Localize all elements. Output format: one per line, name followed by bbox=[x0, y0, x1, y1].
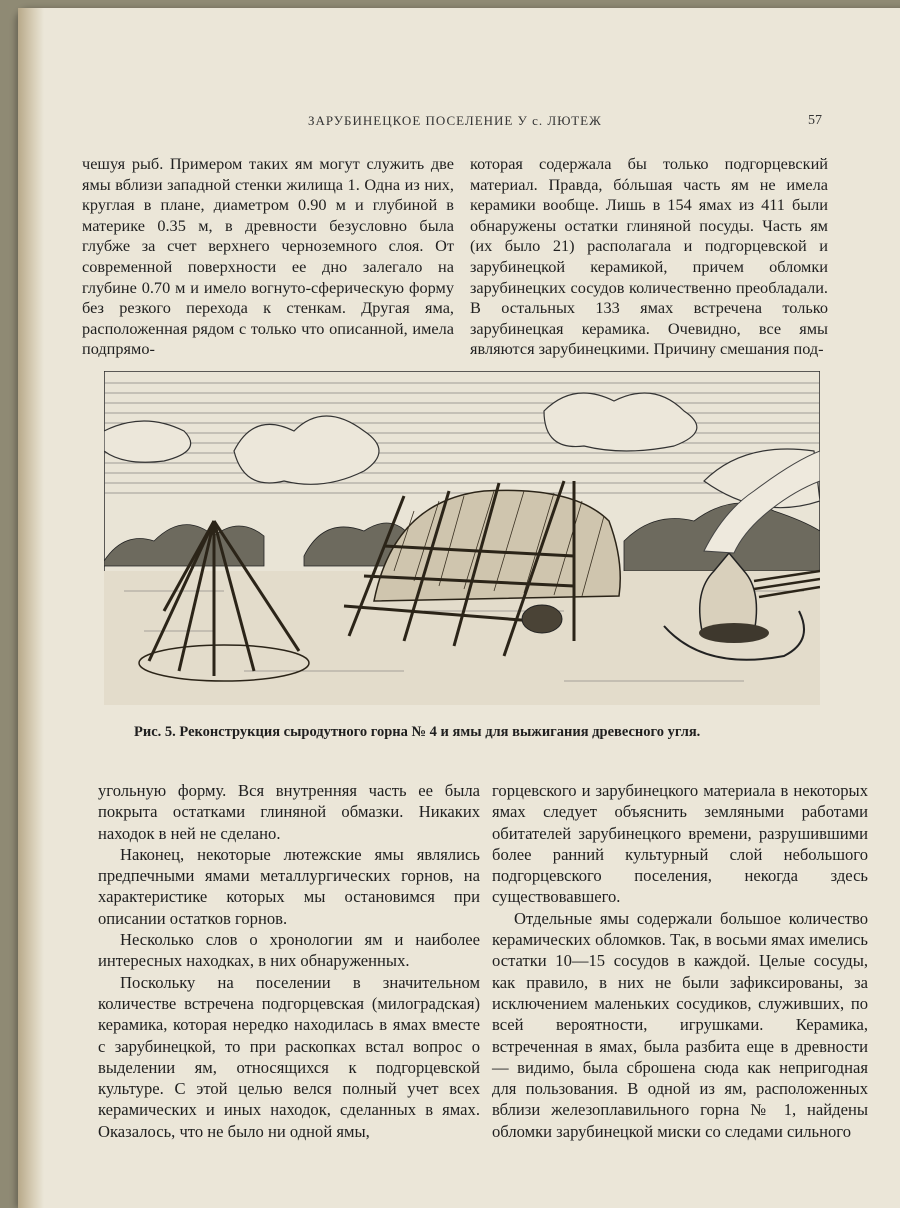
paragraph: Несколько слов о хронологии ям и наиболее интересных находках, в них обнаруженных. bbox=[98, 930, 480, 971]
figure-caption: Рис. 5. Реконструкция сыродутного горна № 4 и ямы для выжигания древесного угля. bbox=[134, 724, 701, 740]
page-number: 57 bbox=[808, 113, 822, 128]
book-page bbox=[18, 8, 900, 1208]
text-column-top-left bbox=[82, 154, 454, 360]
paragraph: горцевского и зарубинецкого материала в некоторых ямах следует объяснить земляными работами обитателей зарубинецкого времени, разрушившими более ранний культурный слой небольшого подгорцевского поселения, некогда здесь существовавшего. bbox=[492, 781, 868, 907]
reconstruction-illustration bbox=[104, 371, 820, 705]
paragraph: которая содержала бы только подгорцевский материал. Правда, бóльшая часть ям не имела керамики вообще. Лишь в 154 ямах из 411 были обнаружены остатки глиняной посуды. Часть ям (их было 21) располагала и подгорцевской и зарубинецкой керамикой, причем обломки зарубинецких сосудов количественно преобладали. В остальных 133 ямах встречена только зарубинецкая керамика. Очевидно, все ямы являются зарубинецкими. Причину смешания под- bbox=[470, 154, 828, 359]
text-column-bottom-right bbox=[492, 780, 868, 1142]
paragraph: угольную форму. Вся внутренняя часть ее была покрыта остатками глиняной обмазки. Никаких находок в ней не сделано. bbox=[98, 781, 480, 843]
paragraph: Поскольку на поселении в значительном количестве встречена подгорцевская (милоградская) керамика, которая нередко находилась в ямах вместе с зарубинецкой, то при раскопках встал вопрос о выделении ям, относящихся к подгорцевской культуре. С этой целью велся полный учет всех керамических и иных находок, сделанных в ямах. Оказалось, что не было ни одной ямы, bbox=[98, 972, 480, 1141]
paragraph: чешуя рыб. Примером таких ям могут служить две ямы вблизи западной стенки жилища 1. Одна из них, круглая в плане, диаметром 0.90 м и глубиной в материке 0.35 м, в древности безусловно была глубже за счет верхнего черноземного слоя. От современной поверхности ее дно залегало на глубине 0.70 м и имело вогнуто-сферическую форму без резкого перехода к стенкам. Другая яма, расположенная рядом с только что описанной, имела подпрямо- bbox=[82, 154, 454, 359]
text-column-bottom-left bbox=[98, 780, 480, 1142]
running-header bbox=[18, 113, 900, 133]
paragraph: Отдельные ямы содержали большое количество керамических обломков. Так, в восьми ямах имелись остатки 10—15 сосудов в каждой. Целые сосуды, как правило, в них не были зафиксированы, за исключением маленьких сосудиков, служивших, по всей вероятности, игрушками. Керамика, встреченная в ямах, была разбита еще в древности — видимо, была сброшена сюда как непригодная для пользования. В одной из ям, расположенных вблизи железоплавильного горна № 1, найдены обломки зарубинецкой миски со следами сильного bbox=[492, 908, 868, 1141]
page-gutter bbox=[18, 8, 44, 1208]
text-column-top-right bbox=[470, 154, 828, 360]
running-title: ЗАРУБИНЕЦКОЕ ПОСЕЛЕНИЕ У с. ЛЮТЕЖ bbox=[308, 113, 602, 128]
paragraph: Наконец, некоторые лютежские ямы являлись предпечными ямами металлургических горнов, на характеристике которых мы остановимся при описании остатков горнов. bbox=[98, 844, 480, 928]
